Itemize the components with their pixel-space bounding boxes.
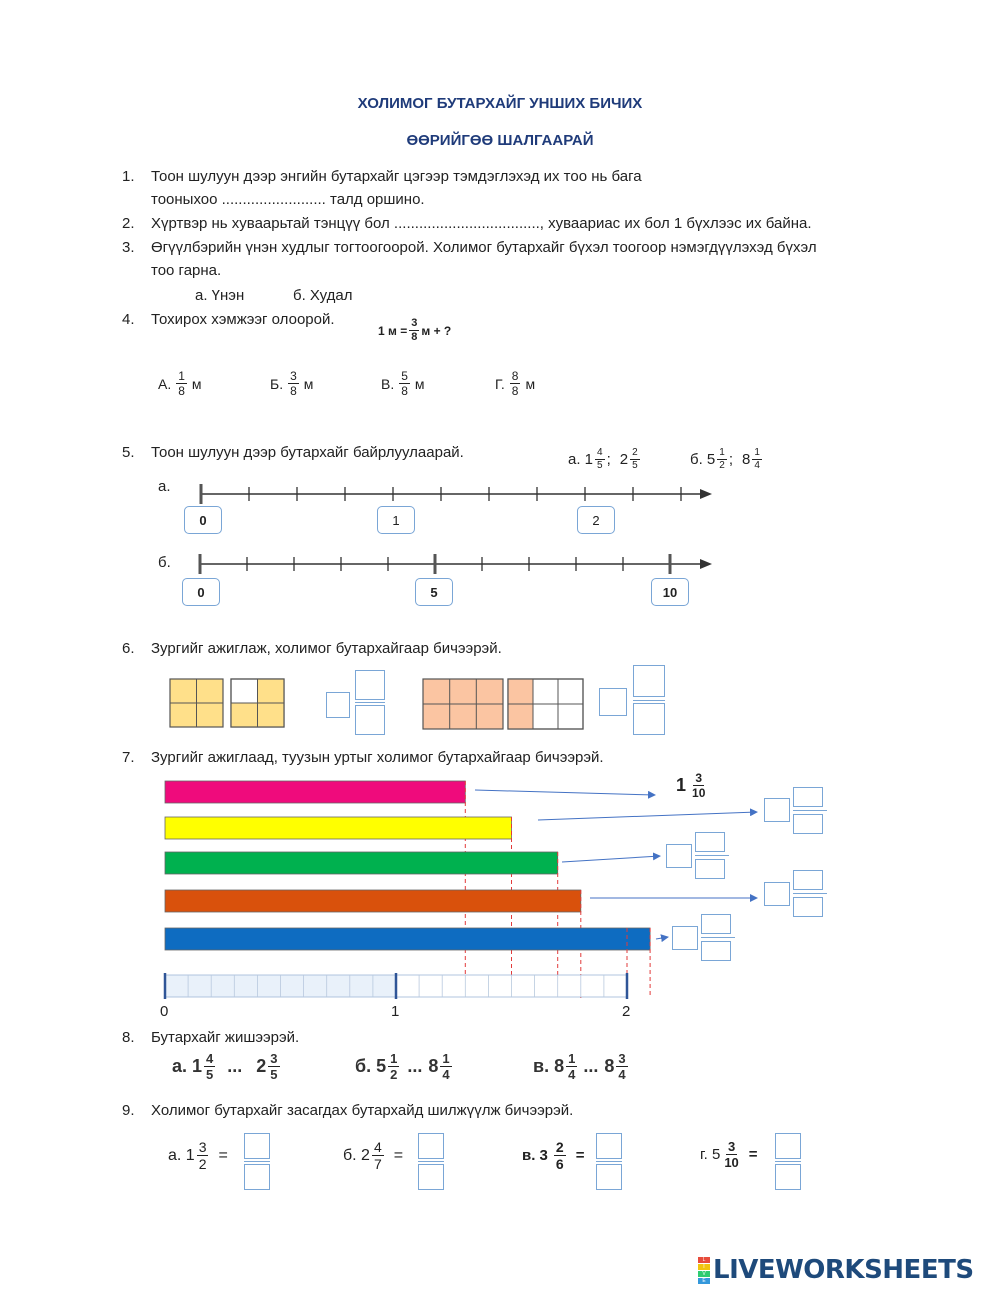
q9-b-frac [372,1140,384,1171]
q5-set-a-frac1 [595,448,605,471]
q8-a-whole2: 2 [256,1056,267,1076]
q5-set-a [568,448,642,471]
q7-answer-5-bar [701,937,735,938]
q4-c-num: 5 [401,369,408,383]
q5-a-n2: 2 [632,447,638,458]
q9-b-answer-numerator[interactable] [418,1133,444,1159]
q7-ribbons-figure [0,770,1000,1030]
q7-answer-3-denominator[interactable] [695,859,725,879]
q8-item-b [355,1052,454,1081]
q8-b-frac2 [440,1052,451,1081]
q5-set-b-frac2 [752,448,762,471]
q9-c-answer-numerator[interactable] [596,1133,622,1159]
q9-a-eq: = [218,1146,228,1164]
q4-option-b-frac [288,370,299,397]
q4-eq-den: 8 [411,331,418,343]
q7-answer-5-numerator[interactable] [701,914,731,934]
q4-eq-fraction [409,318,419,343]
q7-arrow-1 [475,790,655,795]
q7-ribbon-2 [165,817,512,839]
q8-b-n1: 1 [390,1051,398,1066]
q5-line-b-mark-0: 0 [182,578,220,606]
logo-letter-i: I [698,1264,710,1270]
q5-number: 5. [122,444,135,461]
q9-d-answer-denominator[interactable] [775,1164,801,1190]
q9-d-label: г. 5 [700,1146,721,1163]
q7-answer-4-denominator[interactable] [793,897,823,917]
q9-a-answer-denominator[interactable] [244,1164,270,1190]
q4-b-den: 8 [290,384,297,398]
q5-line-a-arrow [700,489,712,499]
q8-item-c [533,1052,630,1081]
q5-set-b-sep: ; [728,451,734,468]
q6-figure-2 [418,673,588,735]
q4-option-b[interactable] [270,370,313,397]
q8-b-n2: 1 [442,1051,450,1066]
q8-a-d1: 5 [206,1067,214,1082]
q7-ruler-label-0: 0 [160,1003,169,1020]
q6-number: 6. [122,640,135,657]
q8-c-whole2: 8 [604,1056,615,1076]
q8-a-n2: 3 [270,1051,278,1066]
q6-figure-1 [165,675,290,730]
logo-letter-l: L [698,1257,710,1263]
q9-b-den: 7 [373,1156,382,1172]
q4-option-a[interactable] [158,370,202,397]
logo-letter-e: E [698,1278,710,1284]
q5-text: Тоон шулуун дээр бутархайг байрлуулаарай. [151,444,464,461]
q6-answer-1-denominator[interactable] [355,705,385,735]
q9-b-eq: = [393,1146,404,1164]
q7-answer-2-denominator[interactable] [793,814,823,834]
q2-text: Хүртвэр нь хуваарьтай тэнцүү бол ..................................., хуваариас их бол 1 бүхлээс их байна. [151,215,812,232]
q8-c-frac2 [616,1052,627,1081]
q9-c-label: в. 3 [522,1147,548,1164]
q8-a-d2: 5 [270,1067,278,1082]
q9-c-num: 2 [555,1139,564,1155]
q2-number: 2. [122,215,135,232]
q6-answer-1-numerator[interactable] [355,670,385,700]
q7-answer-5-whole[interactable] [672,926,698,950]
q6-answer-2-denominator[interactable] [633,703,665,735]
q4-a-num: 1 [178,369,185,383]
q4-eq-left: 1 м = [378,323,408,338]
q8-a-n1: 4 [206,1051,214,1066]
q7-answer-5-denominator[interactable] [701,941,731,961]
q3-text-line1: Өгүүлбэрийн үнэн худлыг тогтоогоорой. Холимог бутархайг бүхэл тоогоор нэмэгдүүлэхэд бүхэл [151,239,817,256]
q9-d-answer-bar [775,1161,801,1162]
q8-b-compare-slot[interactable]: ... [407,1056,423,1076]
q7-ribbon-5 [165,928,650,950]
q5-line-b-arrow [700,559,712,569]
q7-example-answer [676,772,709,799]
q8-c-n2: 3 [618,1051,626,1066]
q5-line-a-mark-2: 2 [577,506,615,534]
q9-text: Холимог бутархайг засагдах бутархайд шилжүүлж бичээрэй. [151,1102,574,1119]
q5-line-b-mark-10: 10 [651,578,689,606]
q4-option-a-unit: м [191,375,202,392]
q7-number: 7. [122,749,135,766]
q7-answer-2-whole[interactable] [764,798,790,822]
q9-a-answer-bar [244,1161,270,1162]
q6-answer-1-fraction-bar [355,702,385,703]
q4-option-d-label: Г. [495,375,505,392]
q9-item-d [700,1140,758,1169]
q7-answer-4-bar [793,893,827,894]
q9-d-num: 3 [727,1139,736,1154]
q8-b-frac1 [388,1052,399,1081]
q6-fig1-shaded-1 [258,679,285,703]
q4-a-den: 8 [178,384,185,398]
q9-c-den: 6 [555,1156,564,1172]
q7-example-frac [690,772,707,799]
q6-answer-2-fraction-bar [633,700,665,701]
q8-c-d2: 4 [618,1067,626,1082]
q5-number-line-a [190,480,720,510]
q8-item-a [172,1052,282,1081]
q5-b-n2: 1 [754,447,760,458]
q9-c-answer-bar [596,1161,622,1162]
q8-c-compare-slot[interactable]: ... [583,1056,599,1076]
q5-set-b-label: б. 5 [690,451,716,468]
q9-b-answer-bar [418,1161,444,1162]
q4-option-c-unit: м [414,375,425,392]
q8-a-compare-slot[interactable]: ... [227,1056,243,1076]
q9-a-label: а. 1 [168,1146,195,1164]
q4-option-a-label: А. [158,375,172,392]
q4-b-num: 3 [290,369,297,383]
q3-option-true[interactable]: а. Үнэн [195,287,245,304]
q9-item-c [522,1140,584,1171]
q7-answer-4-whole[interactable] [764,882,790,906]
q7-answer-3-numerator[interactable] [695,832,725,852]
q7-answer-4-numerator[interactable] [793,870,823,890]
q9-a-den: 2 [198,1156,207,1172]
q7-answer-2-bar [793,810,827,811]
q8-a-frac2 [268,1052,279,1081]
q9-d-frac [722,1140,740,1169]
page-subtitle: ӨӨРИЙГӨӨ ШАЛГААРАЙ [406,132,594,149]
q9-d-eq: = [748,1146,758,1163]
q5-b-n1: 1 [719,447,725,458]
q4-option-c-frac [399,370,410,397]
q3-number: 3. [122,239,135,256]
q7-ruler-label-1: 1 [391,1003,400,1020]
q8-c-frac1 [566,1052,577,1081]
q5-set-b-whole2: 8 [742,451,751,468]
q5-set-a-whole2: 2 [619,451,629,468]
q4-option-d-unit: м [525,375,536,392]
q7-example-den: 10 [692,786,706,800]
q9-a-answer-numerator[interactable] [244,1133,270,1159]
q7-answer-2-numerator[interactable] [793,787,823,807]
q5-line-a-label: а. [158,478,171,495]
q7-arrow-5 [656,937,668,939]
liveworksheets-logo [698,1255,974,1285]
q9-item-a [168,1140,228,1171]
q8-text: Бутархайг жишээрэй. [151,1029,300,1046]
q5-line-b-mark-5: 5 [415,578,453,606]
q5-a-d1: 5 [597,460,603,471]
q7-example-whole: 1 [676,775,687,795]
q4-eq-right: м + ? [421,323,452,338]
liveworksheets-brand: LIVEWORKSHEETS [713,1255,974,1285]
q5-set-a-frac2 [630,448,640,471]
q4-option-a-frac [176,370,187,397]
q1-number: 1. [122,168,135,185]
q5-number-line-b [190,551,720,581]
q9-d-answer-numerator[interactable] [775,1133,801,1159]
q4-option-b-label: Б. [270,375,284,392]
q4-number: 4. [122,311,135,328]
q5-b-d2: 4 [754,460,760,471]
q4-text: Тохирох хэмжээг олоорой. [151,311,335,328]
q6-text: Зургийг ажиглаж, холимог бутархайгаар бичээрэй. [151,640,502,657]
q9-b-num: 4 [373,1139,382,1155]
q4-equation [378,318,451,343]
q3-text-line2: тоо гарна. [151,262,222,279]
q6-answer-1-whole[interactable] [326,692,350,718]
q7-arrow-3 [562,856,660,862]
q3-option-false[interactable]: б. Худал [293,287,353,304]
q7-ribbon-1 [165,781,465,803]
q6-answer-2-numerator[interactable] [633,665,665,697]
q7-ribbon-3 [165,852,558,874]
q5-line-a-mark-1: 1 [377,506,415,534]
q5-a-n1: 4 [597,447,603,458]
logo-letter-v: V [698,1271,710,1277]
q4-option-b-unit: м [303,375,314,392]
q8-c-d1: 4 [568,1067,576,1082]
q5-a-d2: 5 [632,460,638,471]
q7-ribbon-4 [165,890,581,912]
q7-text: Зургийг ажиглаад, туузын уртыг холимог бутархайгаар бичээрэй. [151,749,604,766]
q9-d-den: 10 [724,1155,739,1170]
q4-eq-num: 3 [411,317,418,329]
q9-c-answer-denominator[interactable] [596,1164,622,1190]
q8-c-n1: 1 [568,1051,576,1066]
q1-text-line2: тооныхоо ......................... талд оршино. [151,191,425,208]
q7-answer-3-bar [695,855,729,856]
q7-arrow-2 [538,812,757,820]
q4-d-den: 8 [511,384,519,398]
q8-c-label: в. 8 [533,1056,565,1076]
q5-line-b-label: б. [158,554,171,571]
q7-ruler-label-2: 2 [622,1003,631,1020]
q6-answer-2-whole[interactable] [599,688,627,716]
q7-answer-3-whole[interactable] [666,844,692,868]
q9-b-label: б. 2 [343,1146,370,1164]
q4-option-d-frac [510,370,521,397]
q8-b-d2: 4 [442,1067,450,1082]
q9-number: 9. [122,1102,135,1119]
logo-badge-icon [698,1257,710,1284]
q5-set-b [690,448,764,471]
q4-option-c-label: В. [381,375,395,392]
q8-b-d1: 2 [390,1067,398,1082]
q9-a-num: 3 [198,1139,207,1155]
q5-set-a-sep: ; [606,451,611,468]
q8-a-label: а. 1 [172,1056,203,1076]
q9-item-b [343,1140,403,1171]
q9-b-answer-denominator[interactable] [418,1164,444,1190]
q4-c-den: 8 [401,384,408,398]
q7-example-num: 3 [695,771,703,785]
q8-b-label: б. 5 [355,1056,387,1076]
q8-number: 8. [122,1029,135,1046]
q8-b-whole2: 8 [428,1056,439,1076]
page-title: ХОЛИМОГ БУТАРХАЙГ УНШИХ БИЧИХ [357,95,643,112]
q9-a-frac [197,1140,209,1171]
q5-b-d1: 2 [719,460,725,471]
q9-c-frac [554,1140,566,1171]
q5-set-a-label: а. 1 [568,451,594,468]
q4-option-c[interactable] [381,370,425,397]
q8-a-frac1 [204,1052,215,1081]
q9-c-eq: = [575,1147,585,1164]
q4-d-num: 8 [511,369,519,383]
q4-option-d[interactable] [495,370,535,397]
q5-line-a-mark-0: 0 [184,506,222,534]
q1-text-line1: Тоон шулуун дээр энгийн бутархайг цэгээр тэмдэглэхэд их тоо нь бага [151,168,642,185]
q5-set-b-frac1 [717,448,727,471]
